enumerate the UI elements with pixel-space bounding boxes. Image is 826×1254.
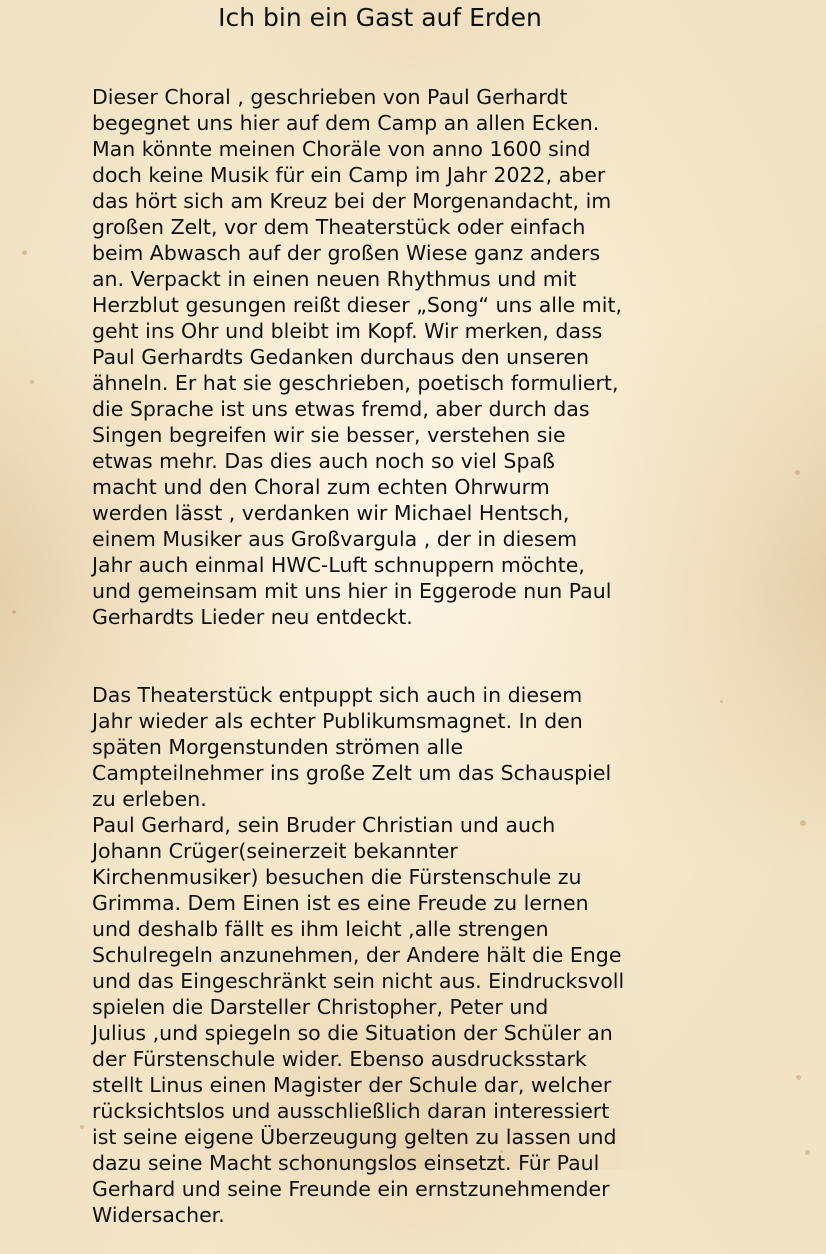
paper-speck [795, 470, 800, 475]
paper-speck [720, 700, 723, 703]
article-body [92, 58, 672, 1254]
paper-speck [22, 250, 27, 255]
paper-speck [30, 380, 34, 384]
paragraph: Das Theaterstück entpuppt sich auch in diesem Jahr wieder als echter Publikumsmagnet. In den späten Morgenstunden strömen alle Campteilnehmer ins große Zelt um das Schauspiel zu erleben. Paul Gerhard, sein Bruder Christian und auch Johann Crüger(seinerzeit bekannter Kirchenmusiker) besuchen die Fürstenschule zu Grimma. Dem Einen ist es eine Freude zu lernen und deshalb fällt es ihm leicht ,alle strengen Schulregeln anzunehmen, der Andere hält die Enge und das Eingeschränkt sein nicht aus. Eindrucksvoll spielen die Darsteller Christopher, Peter und Julius ,und spiegeln so die Situation der Schüler an der Fürstenschule wider. Ebenso ausdrucksstark stellt Linus einen Magister der Schule dar, welcher rücksichtslos und ausschließlich daran interessiert ist seine eigene Überzeugung gelten zu lassen und dazu seine Macht schonungslos einsetzt. Für Paul Gerhard und seine Freunde ein ernstzunehmender Widersacher. [92, 683, 625, 1227]
paper-speck [796, 1075, 801, 1080]
paper-speck [805, 1150, 810, 1155]
paragraph: Dieser Choral , geschrieben von Paul Gerhardt begegnet uns hier auf dem Camp an allen Ecken. Man könnte meinen Choräle von anno 1600 sind doch keine Musik für ein Camp im Jahr 2022, aber das hört sich am Kreuz bei der Morgenandacht, im großen Zelt, vor dem Theaterstück oder einfach beim Abwasch auf der großen Wiese ganz anders an. Verpackt in einen neuen Rhythmus und mit Herzblut gesungen reißt dieser „Song“ uns alle mit, geht ins Ohr und bleibt im Kopf. Wir merken, dass Paul Gerhardts Gedanken durchaus den unseren ähneln. Er hat sie geschrieben, poetisch formuliert, die Sprache ist uns etwas fremd, aber durch das Singen begreifen wir sie besser, verstehen sie etwas mehr. Das dies auch noch so viel Spaß macht und den Choral zum echten Ohrwurm werden lässt , verdanken wir Michael Hentsch, einem Musiker aus Großvargula , der in diesem Jahr auch einmal HWC-Luft schnuppern möchte, und gemeinsam mit uns hier in Eggerode nun Paul Gerhardts Lieder neu entdeckt. [92, 85, 623, 629]
page-title: Ich bin ein Gast auf Erden [218, 3, 542, 32]
paper-speck [12, 610, 16, 614]
paper-speck [800, 820, 806, 826]
paper-speck [80, 1125, 84, 1129]
